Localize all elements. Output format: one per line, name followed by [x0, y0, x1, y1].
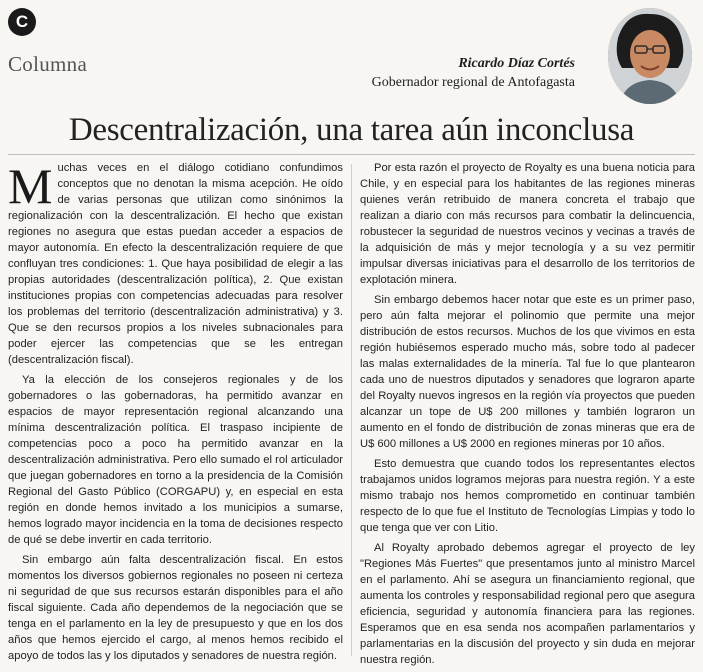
- paragraph: Sin embargo aún falta descentralización fiscal. En estos momentos los diversos gobiernos regionales no poseen ni certeza ni seguridad de que sus recursos estarán disponibles para el año fiscal siguiente. Cada año dependemos de la negociación que se tenga en el parlamento en la ley de presupuesto y que en los dos años que hemos ejercido el cargo, al menos hemos recibido el apoyo de todos las y los diputados y senadores de nuestra región.: [8, 554, 343, 662]
- article-headline: Descentralización, una tarea aún inconclusa: [68, 112, 635, 148]
- paragraph: Al Royalty aprobado debemos agregar el proyecto de ley "Regiones Más Fuertes" que presentamos junto al ministro Marcel en el parlamento. Ahí se asegura un financiamiento regional, que aumenta los controles y responsabilidad regional pero que asegura eficiencia, seguridad y autonomía financiera para las regiones. Esperamos que en esa senda nos acompañen parlamentarios y parlamentarias en la discusión del proyecto y sin duda en mejorar nuestra región.: [360, 542, 695, 666]
- author-photo: [608, 8, 692, 104]
- author-name: Ricardo Díaz Cortés: [458, 56, 575, 71]
- dropcap: M: [8, 158, 53, 214]
- paragraph: Ya la elección de los consejeros regionales y de los gobernadores o las gobernadoras, ha permitido avanzar en espacios de mayor representación regional alcanzando una mínima descentralización política. El traspaso incipiente de competencias poco a poco ha permitido avanzar en la descentralización administrativa. Pero ello sumado el rol articulador que juegan gobernadores en torno a la presidencia de la Comisión Regional del Gasto Público (CORGAPU) y, en especial en esta región en donde hemos invitado a los municipios a sumarse, hemos logrado mayor incidencia en la toma de decisiones respecto de qué se debe invertir en cada territorio.: [8, 374, 343, 546]
- paragraph: Esto demuestra que cuando todos los representantes electos trabajamos unidos logramos mejoras para nuestra región. Y a este mismo trabajo nos hemos comprometido en continuar también respecto de lo que fue el Instituto de Tecnologías Limpias y todo lo que tenga que ver con Litio.: [360, 458, 695, 534]
- paragraph: Sin embargo debemos hacer notar que este es un primer paso, pero aún falta mejorar el polinomio que permite una mejor distribución de estos recursos. Muchos de los que vivimos en esta región hubiésemos esperado mucho más, sobre todo al padecer las malas externalidades de la minería. Tal fue lo que plantearon cada uno de nuestros diputados y senadores que lograron aparte del Royalty nuevos ingresos en la región vía proyectos que pueden alcanzar un tope de U$ 200 millones y también lograron un aumento en el fondo de distribución de zonas mineras que era de U$ 600 millones a U$ 2000 en regiones mineras por 10 años.: [360, 294, 695, 450]
- column-divider: [351, 164, 352, 656]
- section-badge: C: [8, 8, 36, 36]
- section-label: Columna: [8, 52, 88, 76]
- author-block: [372, 56, 575, 91]
- article-column-right: [360, 160, 695, 672]
- paragraph: [8, 160, 343, 368]
- paragraph-text: uchas veces en el diálogo cotidiano confundimos conceptos que no denotan la misma acepción. He oído de varias personas que utilizan como sinónimos la regionalización con la descentralización. El hecho que existan regiones no asegura que estas puedan acceder a espacios de mayor autonomía. En efecto la descentralización requiere de que confluyan tres condiciones: 1. Que haya posibilidad de elegir a las propias autoridades (descentralización política), 2. Que existan instituciones propias con competencias adecuadas para resolver los problemas del territorio (descentralización administrativa) y 3. Que se den recursos propios a los niveles subnacionales para poder ejercer las competencias que se les entregan (descentralización fiscal).: [8, 162, 343, 366]
- portrait-image: [608, 8, 692, 104]
- headline-rule: [8, 154, 695, 155]
- paragraph: Por esta razón el proyecto de Royalty es una buena noticia para Chile, y en especial para los habitantes de las regiones mineras quienes verán retribuido de manera concreta el trabajo que realizan a diario con más recursos para combatir la delincuencia, robustecer la seguridad de nuestros vecinos y vecinas a través de la adquisición de más y mejor tecnología y a su vez permitir impulsar diversas iniciativas para el desarrollo de los territorios de explotación minera.: [360, 162, 695, 286]
- author-role: Gobernador regional de Antofagasta: [371, 75, 575, 90]
- article-column-left: [8, 160, 343, 668]
